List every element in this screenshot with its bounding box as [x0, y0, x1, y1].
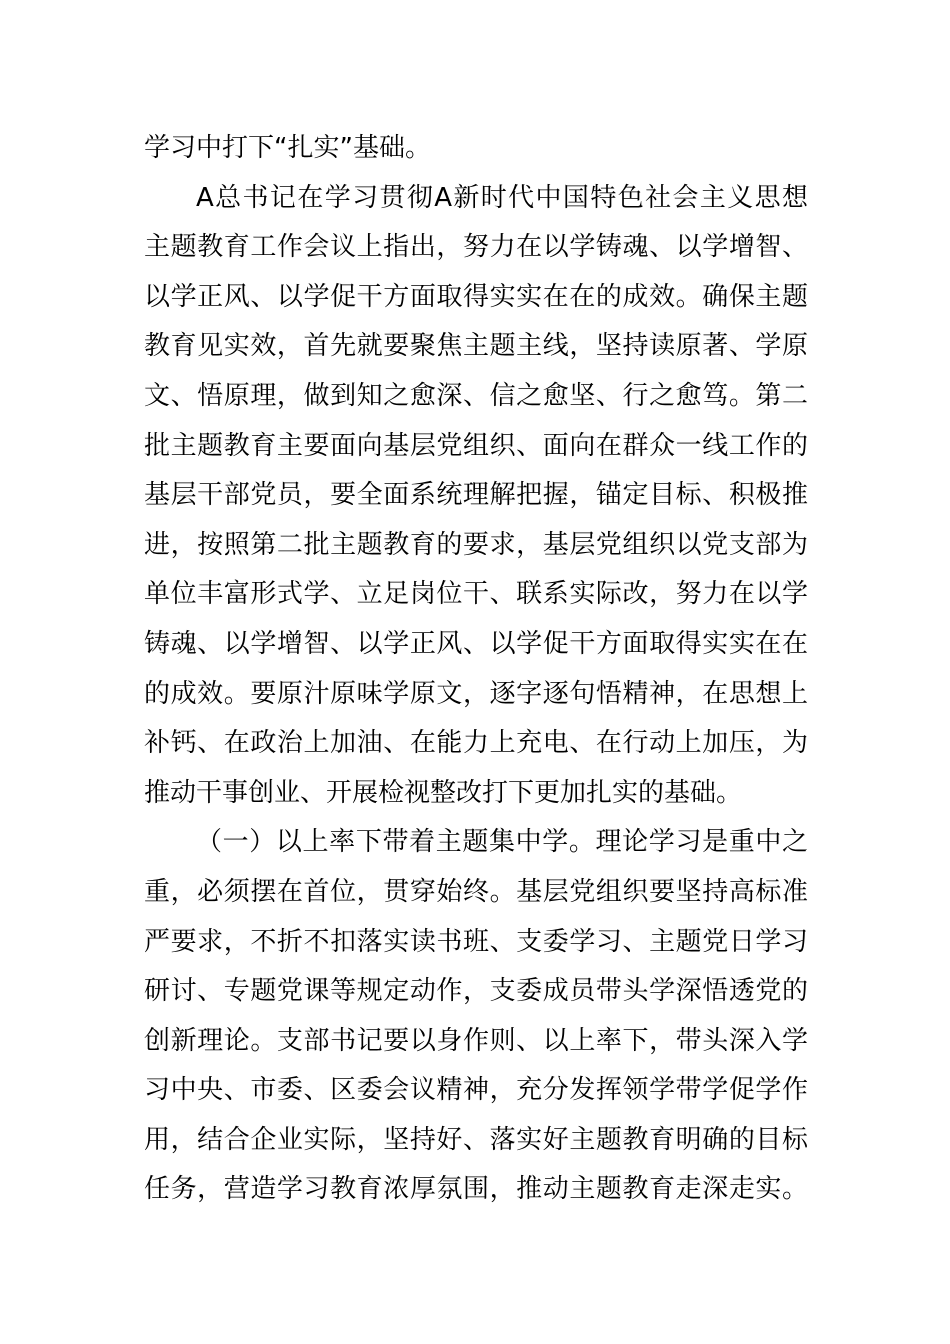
section-heading-line: （一）以上率下带着主题集中学。理论学习是重中之: [196, 827, 808, 858]
text-line: 习中央、市委、区委会议精神，充分发挥领学带学促学作: [144, 1075, 808, 1106]
text-line: 进，按照第二批主题教育的要求，基层党组织以党支部为: [144, 529, 808, 560]
text-line: 单位丰富形式学、立足岗位干、联系实际改，努力在以学: [144, 579, 808, 610]
text-line: 研讨、专题党课等规定动作，支委成员带头学深悟透党的: [144, 976, 808, 1007]
text-line: 补钙、在政治上加油、在能力上充电、在行动上加压，为: [144, 728, 808, 759]
text-line: 文、悟原理，做到知之愈深、信之愈坚、行之愈笃。第二: [144, 380, 808, 411]
text-line: 任务，营造学习教育浓厚氛围，推动主题教育走深走实。: [144, 1174, 808, 1205]
text-line: 主题教育工作会议上指出，努力在以学铸魂、以学增智、: [144, 232, 808, 263]
paragraph-start-line: A总书记在学习贯彻A新时代中国特色社会主义思想: [196, 182, 808, 213]
text-line: 严要求，不折不扣落实读书班、支委学习、主题党日学习: [144, 926, 808, 957]
text-line: 创新理论。支部书记要以身作则、以上率下，带头深入学: [144, 1025, 808, 1056]
text-line: 基层干部党员，要全面系统理解把握，锚定目标、积极推: [144, 480, 808, 511]
text-line: 铸魂、以学增智、以学正风、以学促干方面取得实实在在: [144, 628, 808, 659]
text-line: 批主题教育主要面向基层党组织、面向在群众一线工作的: [144, 430, 808, 461]
body-text: [144, 124, 808, 1215]
text-line: 用，结合企业实际，坚持好、落实好主题教育明确的目标: [144, 1124, 808, 1155]
text-line: 重，必须摆在首位，贯穿始终。基层党组织要坚持高标准: [144, 876, 808, 907]
text-line: 教育见实效，首先就要聚焦主题主线，坚持读原著、学原: [144, 331, 808, 362]
text-line: 推动干事创业、开展检视整改打下更加扎实的基础。: [144, 777, 743, 808]
text-line: 的成效。要原汁原味学原文，逐字逐句悟精神，在思想上: [144, 678, 808, 709]
text-line: 学习中打下“扎实”基础。: [144, 133, 431, 163]
text-line: 以学正风、以学促干方面取得实实在在的成效。确保主题: [144, 281, 808, 312]
